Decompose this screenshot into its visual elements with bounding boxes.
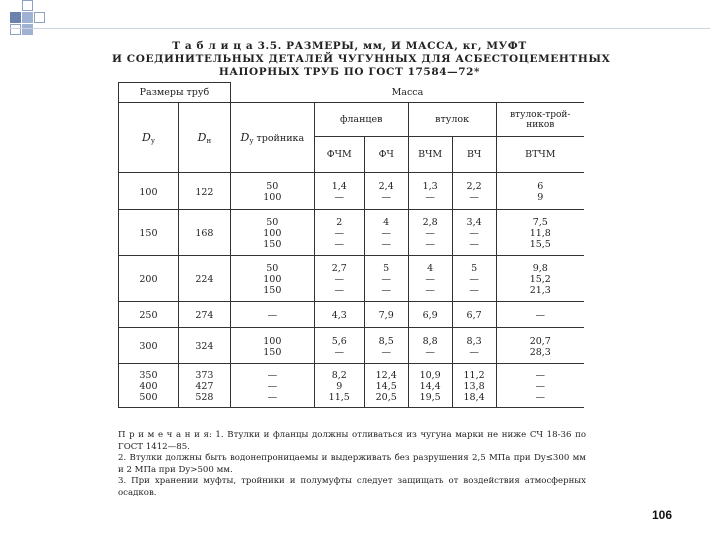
cell-dy: 100	[119, 173, 179, 210]
cell-tee: 50 100 150	[230, 256, 314, 302]
cell-dy: 350 400 500	[119, 364, 179, 408]
table-row	[119, 328, 585, 364]
header-vtchm: ВТЧМ	[496, 137, 584, 173]
dimensions-table	[118, 82, 584, 408]
cell-vch: 5 — —	[452, 256, 496, 302]
cell-fch: 7,9	[364, 302, 408, 328]
header-vchm: ВЧМ	[408, 137, 452, 173]
cell-dn: 324	[178, 328, 230, 364]
notes-block	[118, 430, 586, 499]
cell-vch: 6,7	[452, 302, 496, 328]
cell-dy: 150	[119, 210, 179, 256]
header-dn: $D_н$	[178, 103, 230, 173]
table-body	[119, 173, 585, 408]
cell-dy: 250	[119, 302, 179, 328]
cell-dn: 373 427 528	[178, 364, 230, 408]
cell-vtchm: — — —	[496, 364, 584, 408]
cell-dy: 300	[119, 328, 179, 364]
cell-fchm: 5,6 —	[314, 328, 364, 364]
deco-square	[22, 0, 33, 11]
cell-vch: 2,2 —	[452, 173, 496, 210]
cell-fchm: 2,7 — —	[314, 256, 364, 302]
header-rule	[10, 28, 710, 29]
cell-vchm: 2,8 — —	[408, 210, 452, 256]
cell-fch: 12,4 14,5 20,5	[364, 364, 408, 408]
header-fchm: ФЧМ	[314, 137, 364, 173]
cell-dn: 224	[178, 256, 230, 302]
cell-vchm: 8,8 —	[408, 328, 452, 364]
cell-vchm: 6,9	[408, 302, 452, 328]
table-row	[119, 302, 585, 328]
cell-tee: 50 100	[230, 173, 314, 210]
title-line: НАПОРНЫХ ТРУБ ПО ГОСТ 17584—72*	[218, 66, 481, 78]
cell-vchm: 1,3 —	[408, 173, 452, 210]
deco-square	[10, 12, 21, 23]
cell-tee: 50 100 150	[230, 210, 314, 256]
cell-vtchm: 9,8 15,2 21,3	[496, 256, 584, 302]
cell-dn: 168	[178, 210, 230, 256]
title-line: И СОЕДИНИТЕЛЬНЫХ ДЕТАЛЕЙ ЧУГУННЫХ ДЛЯ АСБЕСТОЦЕМЕНТНЫХ	[112, 53, 611, 65]
cell-fchm: 8,2 9 11,5	[314, 364, 364, 408]
header-mass: Масса	[230, 83, 584, 103]
cell-fchm: 1,4 —	[314, 173, 364, 210]
note-3: 3. При хранении муфты, тройники и полумуфты следует защищать от воздействия атмосферных осадков.	[118, 476, 586, 498]
title-line: Т а б л и ц а 3.5. РАЗМЕРЫ, мм, И МАССА, кг, МУФТ	[172, 40, 527, 52]
header-vch: ВЧ	[452, 137, 496, 173]
cell-tee: 100 150	[230, 328, 314, 364]
note-1: П р и м е ч а н и я: 1. Втулки и фланцы должны отливаться из чугуна марки не ниже СЧ 18-36 по ГОСТ 1412—85.	[118, 430, 586, 452]
cell-dy: 200	[119, 256, 179, 302]
header-sizes: Размеры труб	[119, 83, 231, 103]
deco-square	[34, 12, 45, 23]
cell-vtchm: 20,7 28,3	[496, 328, 584, 364]
cell-vchm: 4 — —	[408, 256, 452, 302]
header-row	[119, 103, 585, 137]
header-fch: ФЧ	[364, 137, 408, 173]
deco-square	[10, 24, 21, 35]
header-row	[119, 83, 585, 103]
cell-tee: —	[230, 302, 314, 328]
header-sleeves: втулок	[408, 103, 496, 137]
cell-vtchm: 6 9	[496, 173, 584, 210]
cell-fch: 8,5 —	[364, 328, 408, 364]
page-number: 106	[652, 508, 673, 522]
table-row	[119, 173, 585, 210]
cell-fch: 4 — —	[364, 210, 408, 256]
header-flanges: фланцев	[314, 103, 408, 137]
cell-dn: 122	[178, 173, 230, 210]
table-row	[119, 256, 585, 302]
cell-vtchm: —	[496, 302, 584, 328]
cell-vch: 3,4 — —	[452, 210, 496, 256]
cell-fchm: 2 — —	[314, 210, 364, 256]
table-title	[112, 40, 611, 79]
header-dy: $D_у$	[119, 103, 179, 173]
cell-vch: 11,2 13,8 18,4	[452, 364, 496, 408]
cell-vchm: 10,9 14,4 19,5	[408, 364, 452, 408]
table-row	[119, 210, 585, 256]
deco-square	[22, 24, 33, 35]
note-2: 2. Втулки должны быть водонепроницаемы и выдерживать без разрушения 2,5 МПа при Dy≤300 мм и 2 МПа при Dy>500 мм.	[118, 453, 586, 475]
cell-fch: 5 — —	[364, 256, 408, 302]
cell-dn: 274	[178, 302, 230, 328]
cell-vtchm: 7,5 11,8 15,5	[496, 210, 584, 256]
header-tee-sleeves: втулок-трой-ников	[496, 103, 584, 137]
cell-vch: 8,3 —	[452, 328, 496, 364]
cell-fch: 2,4 —	[364, 173, 408, 210]
cell-fchm: 4,3	[314, 302, 364, 328]
deco-square	[22, 12, 33, 23]
cell-tee: — — —	[230, 364, 314, 408]
table-row	[119, 364, 585, 408]
header-tee: $D_у$ тройника	[230, 103, 314, 173]
